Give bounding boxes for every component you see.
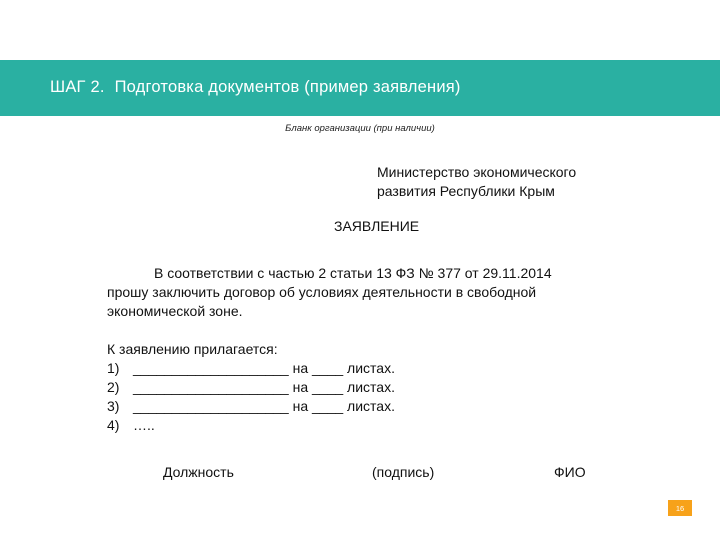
attachments-heading: К заявлению прилагается: [107, 341, 278, 357]
title-text: Подготовка документов (пример заявления) [114, 78, 461, 96]
list-item [107, 378, 395, 397]
signature-position: Должность [163, 464, 234, 480]
attachments-list [107, 340, 395, 435]
letterhead-note: Бланк организации (при наличии) [285, 123, 435, 134]
statement-line-3: экономической зоне. [107, 303, 243, 319]
document-title: ЗАЯВЛЕНИЕ [334, 218, 420, 234]
addressee-block [377, 163, 576, 201]
list-item-text: ____________________ на ____ листах. [133, 398, 395, 414]
slide-title [50, 78, 461, 97]
addressee-line-1: Министерство экономического [377, 164, 577, 180]
step-label: ШАГ 2. [50, 78, 105, 96]
list-item-number: 3) [107, 398, 120, 414]
statement-body [107, 264, 627, 321]
page-number-badge: 16 [668, 500, 692, 516]
statement-line-2: прошу заключить договор об условиях деятельности в свободной [107, 284, 537, 300]
list-item-number: 2) [107, 379, 120, 395]
list-item [107, 397, 395, 416]
list-item-text: ____________________ на ____ листах. [133, 360, 395, 376]
list-item-text: ____________________ на ____ листах. [133, 379, 395, 395]
list-item-number: 1) [107, 360, 120, 376]
list-item-text: ….. [133, 417, 155, 433]
header-band [0, 60, 720, 116]
list-item [107, 416, 395, 435]
list-item [107, 359, 395, 378]
addressee-line-2: развития Республики Крым [377, 183, 555, 199]
list-item-number: 4) [107, 417, 120, 433]
signature-sign: (подпись) [372, 464, 435, 480]
statement-line-1: В соответствии с частью 2 статьи 13 ФЗ № 377 от 29.11.2014 [154, 265, 552, 281]
signature-name: ФИО [554, 464, 586, 480]
